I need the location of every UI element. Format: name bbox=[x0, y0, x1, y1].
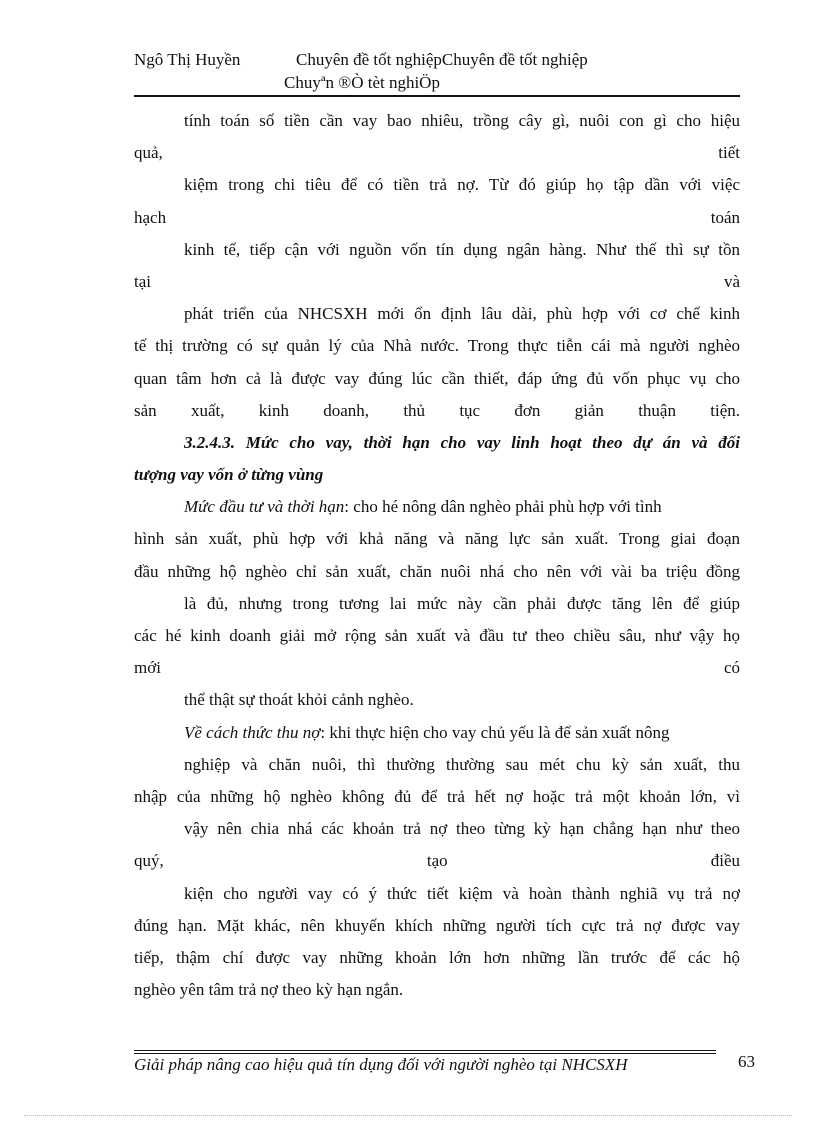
page-number: 63 bbox=[738, 1052, 755, 1071]
footer-rule-top bbox=[134, 1050, 716, 1051]
body-line-2: quả, tiết bbox=[134, 143, 740, 163]
header-author: Ngô Thị Huyền bbox=[134, 50, 241, 69]
body-line-28: nghèo yên tâm trả nợ theo kỳ hạn ngắn. bbox=[134, 980, 404, 1000]
header-title-line1: Chuyên đề tốt nghiệpChuyên đề tốt nghiệp bbox=[296, 50, 588, 69]
body-line-10: sản xuất, kinh doanh, thủ tục đơn giản thuận tiện. bbox=[134, 400, 740, 420]
lead-phrase-cach-thuc: Về cách thức thu nợ bbox=[184, 722, 321, 742]
body-line-5: kinh tế, tiếp cận với nguồn vốn tín dụng ngân hàng. Như thế thì sự tồn bbox=[184, 239, 740, 259]
body-line-25: kiện cho người vay có ý thức tiết kiệm và hoàn thành nghiã vụ trả nợ bbox=[184, 883, 740, 903]
body-line-1: tính toán số tiền cần vay bao nhiêu, trồng cây gì, nuôi con gì cho hiệu bbox=[184, 111, 740, 130]
lead-phrase-muc-dau-tu: Mức đầu tư và thời hạn bbox=[184, 497, 345, 517]
body-line-22: nhập của những hộ nghèo không đủ để trả hết nợ hoặc trả một khoản lớn, vì bbox=[134, 786, 740, 806]
section-heading-line1: 3.2.4.3. Mức cho vay, thời hạn cho vay linh hoạt theo dự án và đối bbox=[184, 432, 740, 452]
body-line-20: Về cách thức thu nợ: khi thực hiện cho vay chủ yếu là để sản xuất nông bbox=[184, 722, 670, 742]
header-title-line2: Chuyªn ®Ò tèt nghiÖp bbox=[284, 73, 440, 92]
body-line-27: tiếp, thậm chí được vay những khoản lớn hơn những lần trước để các hộ bbox=[134, 947, 740, 967]
body-line-16: là đủ, nhưng trong tương lai mức này cần phải được tăng lên để giúp bbox=[184, 593, 740, 613]
section-heading-line2: tượng vay vốn ở từng vùng bbox=[134, 465, 324, 485]
body-line-13: Mức đầu tư và thời hạn: cho hé nông dân nghèo phải phù hợp với tình bbox=[184, 497, 662, 517]
body-line-18: mới có bbox=[134, 658, 740, 678]
body-line-14: hình sản xuất, phù hợp với khả năng và năng lực sản xuất. Trong giai đoạn bbox=[134, 529, 740, 549]
body-line-23: vậy nên chia nhá các khoản trả nợ theo từng kỳ hạn chẳng hạn như theo bbox=[184, 819, 740, 839]
body-line-3: kiệm trong chi tiêu để có tiền trả nợ. Từ đó giúp họ tập dần với việc bbox=[184, 175, 740, 195]
body-line-17: các hé kinh doanh giải mở rộng sản xuất và đầu tư theo chiều sâu, như vậy họ bbox=[134, 626, 740, 645]
footer-rule-bottom bbox=[134, 1053, 716, 1054]
body-line-8: tế thị trường có sự quản lý của Nhà nước. Trong thực tiễn cái mà người nghèo bbox=[134, 336, 740, 356]
body-line-20-text: khi thực hiện cho vay chủ yếu là để sản xuất nông bbox=[329, 722, 670, 742]
header-rule bbox=[134, 95, 740, 97]
body-line-7: phát triển của NHCSXH mới ổn định lâu dài, phù hợp với cơ chế kinh bbox=[184, 304, 740, 324]
body-line-19: thể thật sự thoát khỏi cảnh nghèo. bbox=[184, 690, 414, 710]
page-bottom-edge bbox=[24, 1115, 792, 1116]
body-line-21: nghiệp và chăn nuôi, thì thường thường sau mét chu kỳ sản xuất, thu bbox=[184, 754, 740, 774]
body-line-26: đúng hạn. Mặt khác, nên khuyến khích những người tích cực trả nợ được vay bbox=[134, 915, 740, 935]
body-line-24: quý, tạo điều bbox=[134, 851, 740, 871]
body-line-13-text: cho hé nông dân nghèo phải phù hợp với tình bbox=[353, 497, 662, 517]
body-line-15: đầu những hộ nghèo chỉ sản xuất, chăn nuôi nhá cho nên với vài ba triệu đồng bbox=[134, 561, 740, 581]
footer-title: Giải pháp nâng cao hiệu quả tín dụng đối với người nghèo tại NHCSXH bbox=[134, 1055, 628, 1074]
body-line-4: hạch toán bbox=[134, 207, 740, 227]
body-line-6: tại và bbox=[134, 271, 740, 291]
body-text bbox=[134, 105, 740, 1006]
body-line-9: quan tâm hơn cả là được vay đúng lúc cần thiết, đáp ứng đủ vốn phục vụ cho bbox=[134, 368, 740, 388]
